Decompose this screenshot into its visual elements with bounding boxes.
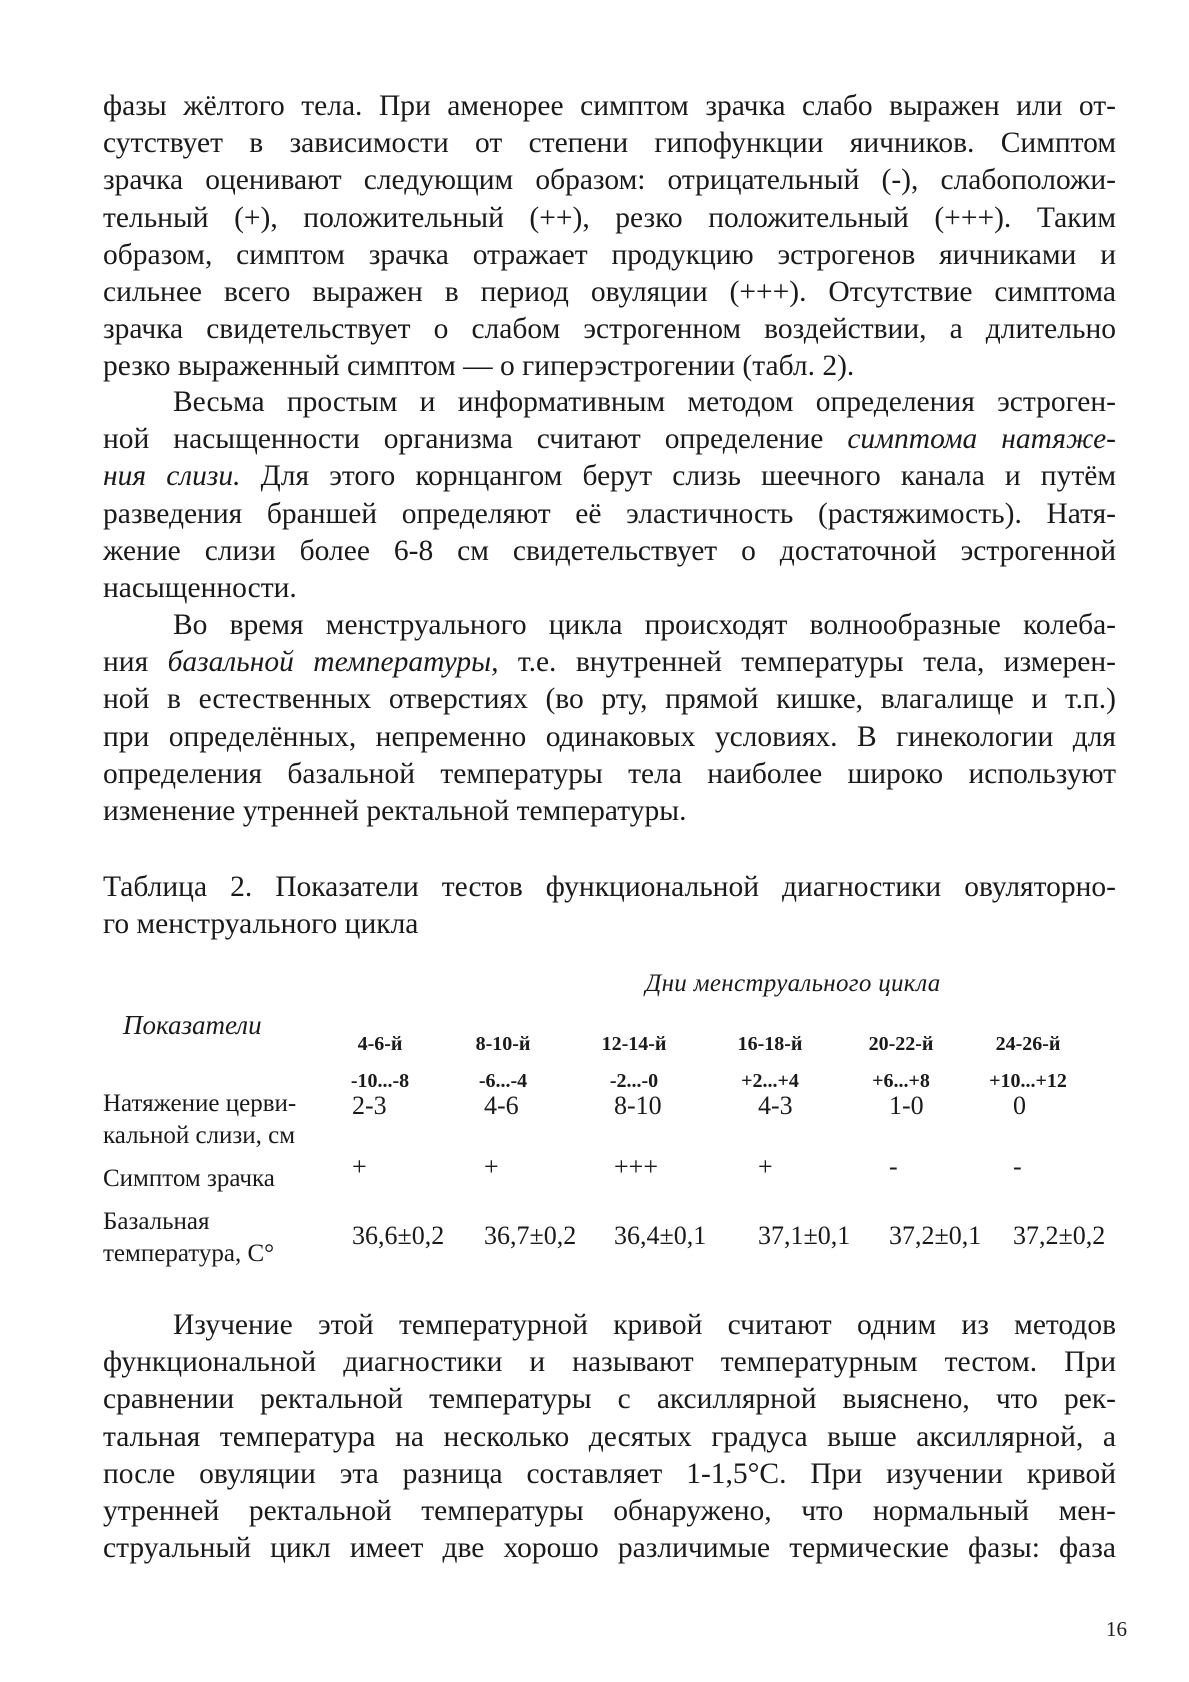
text-line: функциональной диагностики и называют температурным тестом. При — [103, 1346, 1116, 1379]
column-range: -6...-4 — [478, 1070, 528, 1092]
text-line: при определённых, непременно одинаковых условиях. В гинекологии для — [103, 720, 1116, 753]
text-line: зрачка свидетельствует о слабом эстрогенном воздействии, а длительно — [103, 313, 1116, 346]
emphasis-term: симптома натяже- — [847, 423, 1116, 456]
row-label-line: кальной слизи, см — [103, 1122, 296, 1149]
column-day: 16-18-й — [737, 1033, 803, 1055]
table-column-header — [574, 1026, 694, 1100]
table-row-label — [103, 1206, 343, 1270]
table-indicator-header: Показатели — [123, 1010, 262, 1040]
text-run: ния — [103, 646, 168, 679]
text-line — [103, 421, 1116, 458]
column-day: 24-26-й — [995, 1033, 1061, 1055]
text-line: тальная температура на несколько десятых градуса выше аксиллярной, а — [103, 1420, 1116, 1453]
table-cell: 2-3 — [352, 1091, 387, 1120]
caption-line: го менструального цикла — [103, 908, 419, 940]
row-label-line: температура, С° — [103, 1240, 275, 1267]
column-day: 20-22-й — [868, 1033, 934, 1055]
table-cell: +++ — [614, 1152, 658, 1181]
paragraph-temperature-test — [103, 1307, 1116, 1567]
table-cell: 4-6 — [484, 1091, 519, 1120]
table-cell: + — [758, 1152, 773, 1181]
table-cell: 37,1±0,1 — [758, 1221, 851, 1250]
text-run: ной насыщенности организма считают определение — [103, 423, 848, 456]
text-line: разведения браншей определяют её эластичность (растяжимость). Натя- — [103, 497, 1116, 530]
text-line: Во время менструального цикла происходят волнообразные колеба- — [173, 609, 1116, 641]
table-cell: + — [484, 1152, 499, 1181]
table-cell: 36,4±0,1 — [614, 1221, 707, 1250]
row-label-line: Базальная — [103, 1208, 210, 1235]
table-column-header — [443, 1026, 563, 1100]
column-range: +2...+4 — [741, 1070, 799, 1092]
table-column-header — [710, 1026, 830, 1100]
paragraph-pupil-symptom — [103, 88, 1116, 386]
column-day: 12-14-й — [601, 1033, 667, 1055]
text-line: изменение утренней ректальной температуры. — [103, 794, 687, 827]
column-range: +6...+8 — [872, 1070, 930, 1092]
column-range: -2...-0 — [609, 1070, 659, 1092]
table-cell: - — [889, 1152, 898, 1181]
paragraph-basal-temperature — [103, 607, 1116, 830]
text-line: определения базальной температуры тела наиболее широко используют — [103, 757, 1116, 790]
table-cell: 36,7±0,2 — [484, 1221, 577, 1250]
column-range: -10...-8 — [350, 1070, 410, 1092]
table-cell: + — [352, 1152, 367, 1181]
table-cell: 37,2±0,2 — [1013, 1221, 1106, 1250]
text-line: жение слизи более 6-8 см свидетельствует о достаточной эстрогенной — [103, 534, 1116, 567]
text-line: тельный (+), положительный (++), резко положительный (+++). Таким — [103, 201, 1116, 234]
text-line: ной в естественных отверстиях (во рту, прямой кишке, влагалище и т.п.) — [103, 683, 1116, 716]
table-column-header — [841, 1026, 961, 1100]
emphasis-term: ния слизи. — [103, 460, 241, 493]
text-line — [103, 644, 1116, 681]
text-line: сравнении ректальной температуры с аксиллярной выяснено, что рек- — [103, 1383, 1116, 1416]
table-row-label — [103, 1163, 343, 1195]
text-line: Изучение этой температурной кривой считают одним из методов — [173, 1309, 1116, 1341]
table-cell: 4-3 — [758, 1091, 793, 1120]
table-cell: 0 — [1013, 1091, 1026, 1120]
text-line: сильнее всего выражен в период овуляции (+++). Отсутствие симптома — [103, 275, 1116, 308]
caption-line: Таблица 2. Показатели тестов функциональной диагностики овуляторно- — [103, 871, 1116, 903]
table-caption — [103, 869, 1116, 943]
text-line: зрачка оценивают следующим образом: отрицательный (-), слабоположи- — [103, 164, 1116, 197]
text-line: резко выраженный симптом — о гиперэстрогении (табл. 2). — [103, 350, 855, 383]
text-line: насыщенности. — [103, 571, 297, 604]
column-day: 4-6-й — [357, 1033, 403, 1055]
text-line — [103, 458, 1116, 495]
table-cell: 37,2±0,1 — [889, 1221, 982, 1250]
table-cell: - — [1013, 1152, 1022, 1181]
text-line: Весьма простым и информативным методом определения эстроген- — [173, 386, 1116, 418]
paragraph-mucus-tension — [103, 384, 1116, 607]
diagnostics-table — [103, 970, 1116, 1270]
table-cell: 36,6±0,2 — [352, 1221, 445, 1250]
text-line: сутствует в зависимости от степени гипофункции яичников. Симптом — [103, 127, 1116, 160]
text-line: утренней ректальной температуры обнаружено, что нормальный мен- — [103, 1494, 1116, 1527]
row-label-line: Натяжение церви- — [103, 1090, 297, 1117]
table-days-header: Дни менструального цикла — [645, 970, 941, 997]
text-line: образом, симптом зрачка отражает продукцию эстрогенов яичниками и — [103, 238, 1116, 271]
row-label-line: Симптом зрачка — [103, 1165, 275, 1192]
text-run: т.е. внутренней температуры тела, измерен- — [498, 646, 1116, 679]
text-line: струальный цикл имеет две хорошо различимые термические фазы: фаза — [103, 1532, 1116, 1565]
column-day: 8-10-й — [475, 1033, 531, 1055]
text-line: после овуляции эта разница составляет 1-1,5°С. При изучении кривой — [103, 1457, 1116, 1490]
page-number: 16 — [1106, 1617, 1127, 1641]
table-row-label — [103, 1088, 343, 1152]
table-cell: 1-0 — [889, 1091, 924, 1120]
text-run: Для этого корнцангом берут слизь шеечного канала и путём — [240, 460, 1116, 493]
column-range: +10...+12 — [989, 1070, 1067, 1092]
table-column-header — [963, 1026, 1093, 1100]
table-cell: 8-10 — [614, 1091, 662, 1120]
emphasis-term: базальной температуры, — [167, 646, 499, 679]
text-line: фазы жёлтого тела. При аменорее симптом зрачка слабо выражен или от- — [103, 90, 1116, 122]
